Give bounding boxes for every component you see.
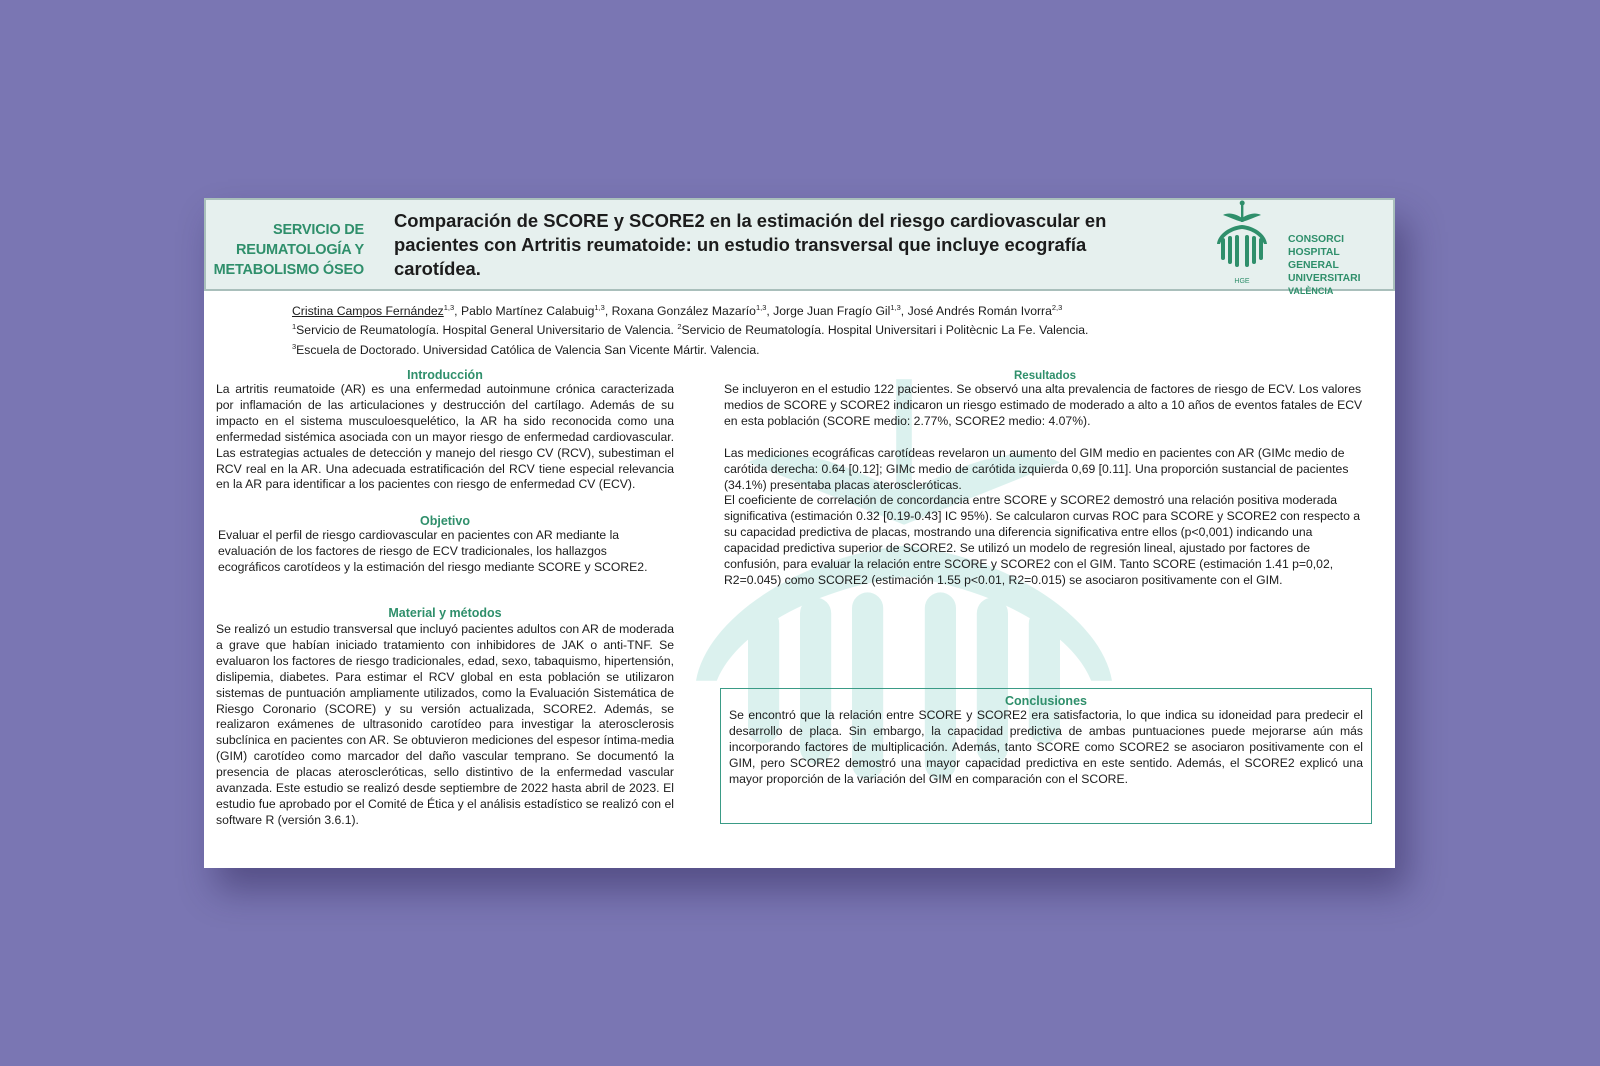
affiliation-text: Servicio de Reumatología. Hospital Universitari i Politècnic La Fe. Valencia. — [681, 323, 1089, 337]
conclusiones-box — [720, 688, 1372, 824]
department-name — [212, 220, 364, 280]
crest-mark-text: HGE — [1234, 278, 1250, 285]
section-title: Introducción — [407, 368, 483, 382]
section-text: Se encontró que la relación entre SCORE y SCORE2 era satisfactoria, lo que indica su idoneidad para predecir el desarrollo de placa. Sin embargo, la capacidad predictiva de ambas puntuaciones puede mejorarse aún más incorporando factores de multiplicación. Además, tanto SCORE como SCORE2 se asociaron positivamente con el GIM, pero SCORE2 demostró una mayor capacidad predictiva en este sentido. Además, el SCORE2 explicó una mayor proporción de la variación del GIM en comparación con el SCORE. — [729, 708, 1363, 786]
section-title: Resultados — [1014, 370, 1076, 382]
department-line: SERVICIO DE — [272, 222, 364, 238]
author-affil-sup: 1,3 — [890, 302, 901, 312]
objetivo-section — [216, 514, 674, 576]
section-title: Material y métodos — [388, 606, 502, 620]
author-affil-sup: 1,3 — [443, 302, 455, 312]
affiliation-line — [292, 341, 1088, 360]
affiliation-text: Servicio de Reumatología. Hospital General Universitario de Valencia. — [296, 323, 678, 337]
author-affil-sup: 2,3 — [1051, 302, 1063, 312]
affiliation-text: Escuela de Doctorado. Universidad Católica de Valencia San Vicente Mártir. Valencia. — [296, 343, 760, 357]
section-text: Las mediciones ecográficas carotídeas revelaron un aumento del GIM medio en pacientes con AR (GIMc medio de carótida derecha: 0.64 [0.12]; GIMc medio de carótida izquierda 0,69 [0.11]. Una proporción sustancial de pacientes (34.1%) presentaba placas ateroscleróticas. — [724, 445, 1349, 492]
author-affil-sup: 1,3 — [755, 302, 767, 312]
author-list: Cristina Campos Fernández$^{1,3}$, Pablo Martínez Calabuig$^{1,3}$, Roxana González Mazarío$^{1,3}$, Jorge Juan Fragío Gil$^{1,3}$, José Andrés Román Ivorra$^{2,3}$ — [292, 302, 1063, 318]
logo-line: HOSPITAL GENERAL — [1288, 247, 1340, 271]
author-name: Pablo Martínez Calabuig — [460, 304, 595, 318]
author-affil-sup: 1,3 — [594, 302, 605, 312]
affiliation-line — [292, 321, 1088, 340]
author-name: José Andrés Román Ivorra — [907, 304, 1052, 318]
introduccion-section — [216, 368, 674, 493]
section-title: Objetivo — [419, 514, 470, 528]
section-text: Se realizó un estudio transversal que incluyó pacientes adultos con AR de moderada a grave que habían iniciado tratamiento con inhibidores de JAK o anti-TNF. Se evaluaron los factores de riesgo tradicionales, edad, sexo, tabaquismo, hipertensión, dislipemia, diabetes. Para estimar el RCV global en esta población se utilizaron sistemas de puntuación ampliamente utilizados, como la Evaluación Sistemática de Riesgo Coronario (SCORE) y su versión actualizada, SCORE2. Además, se realizaron exámenes de ultrasonido carotídeo para investigar la aterosclerosis subclínica en pacientes con AR. Se obtuvieron mediciones del espesor íntima-media (GIM) carotídeo como marcador del daño vascular temprano. Se documentó la presencia de placas ateroscleróticas, sello distintivo de la enfermedad vascular avanzada. Este estudio se realizó desde septiembre de 2022 hasta abril de 2023. El estudio fue aprobado por el Comité de Ética y el análisis estadístico se realizó con el software R (versión 3.6.1). — [216, 622, 674, 827]
affil-sup: 1 — [292, 321, 297, 331]
logo-line: VALÈNCIA — [1288, 286, 1334, 296]
affil-sup: 3 — [292, 341, 297, 351]
section-text: Evaluar el perfil de riesgo cardiovascular en pacientes con AR mediante la evaluación de los factores de riesgo de ECV tradicionales, los hallazgos ecográficos carotídeos y la estimación del riesgo mediante SCORE y SCORE2. — [218, 528, 648, 574]
author-name: Cristina Campos Fernández — [292, 304, 444, 318]
logo-line: UNIVERSITARI — [1288, 273, 1361, 284]
department-line: REUMATOLOGÍA Y — [236, 242, 364, 258]
department-line: METABOLISMO ÓSEO — [213, 262, 364, 278]
section-text: El coeficiente de correlación de concordancia entre SCORE y SCORE2 demostró una relación positiva moderada significativa (estimación 0.32 [0.19-0.43] IC 95%). Se calcularon curvas ROC para SCORE y SCORE2 con respecto a su capacidad predictiva de placas, mostrando una diferencia significativa entre ellos (p<0,001) indicando una capacidad predictiva superior de SCORE2. Se utilizó un modelo de regresión lineal, ajustado por factores de confusión, para evaluar la relación entre SCORE y SCORE2 con el GIM. Tanto SCORE (estimación 1.41 p=0,02, R2=0.045) como SCORE2 (estimación 1.55 p<0.01, R2=0.015) se asociaron positivamente con el GIM. — [724, 493, 1361, 587]
logo-line: CONSORCI — [1288, 234, 1344, 245]
author-name: Roxana González Mazarío — [611, 304, 756, 318]
poster-header — [204, 198, 1395, 296]
poster-title: Comparación de SCORE y SCORE2 en la estimación del riesgo cardiovascular en pacientes con Artritis reumatoide: un estudio transversal que incluye ecografía carotídea. — [394, 210, 1107, 279]
section-text: La artritis reumatoide (AR) es una enfermedad autoinmune crónica caracterizada por inflamación de las articulaciones y destrucción del cartílago. Además de su impacto en el sistema musculoesquelético, la AR ha sido reconocida como una enfermedad sistémica asociada con un mayor riesgo de enfermedad cardiovascular. Las estrategias actuales de detección y manejo del riesgo CV (RCV), subestiman el RCV real en la AR. Una adecuada estratificación del RCV tiene especial relevancia en la AR para identificar a los pacientes con riesgo de enfermedad CV (ECV). — [216, 382, 674, 492]
resultados-section — [724, 370, 1366, 589]
poster — [204, 198, 1395, 868]
author-name: Jorge Juan Fragío Gil — [773, 304, 891, 318]
affil-sup: 2 — [677, 321, 682, 331]
section-text: Se incluyeron en el estudio 122 pacientes. Se observó una alta prevalencia de factores de riesgo de ECV. Los valores medios de SCORE y SCORE2 indicaron un riesgo estimado de moderado a alto a 10 años de eventos fatales de ECV en esta población (SCORE medio: 2.77%, SCORE2 medio: 4.07%). — [724, 382, 1363, 428]
authors-block — [292, 302, 1088, 360]
material-section — [216, 606, 674, 829]
section-title: Conclusiones — [1005, 694, 1087, 708]
hospital-logo-text — [1288, 233, 1393, 298]
hospital-crest-icon — [1212, 200, 1272, 288]
